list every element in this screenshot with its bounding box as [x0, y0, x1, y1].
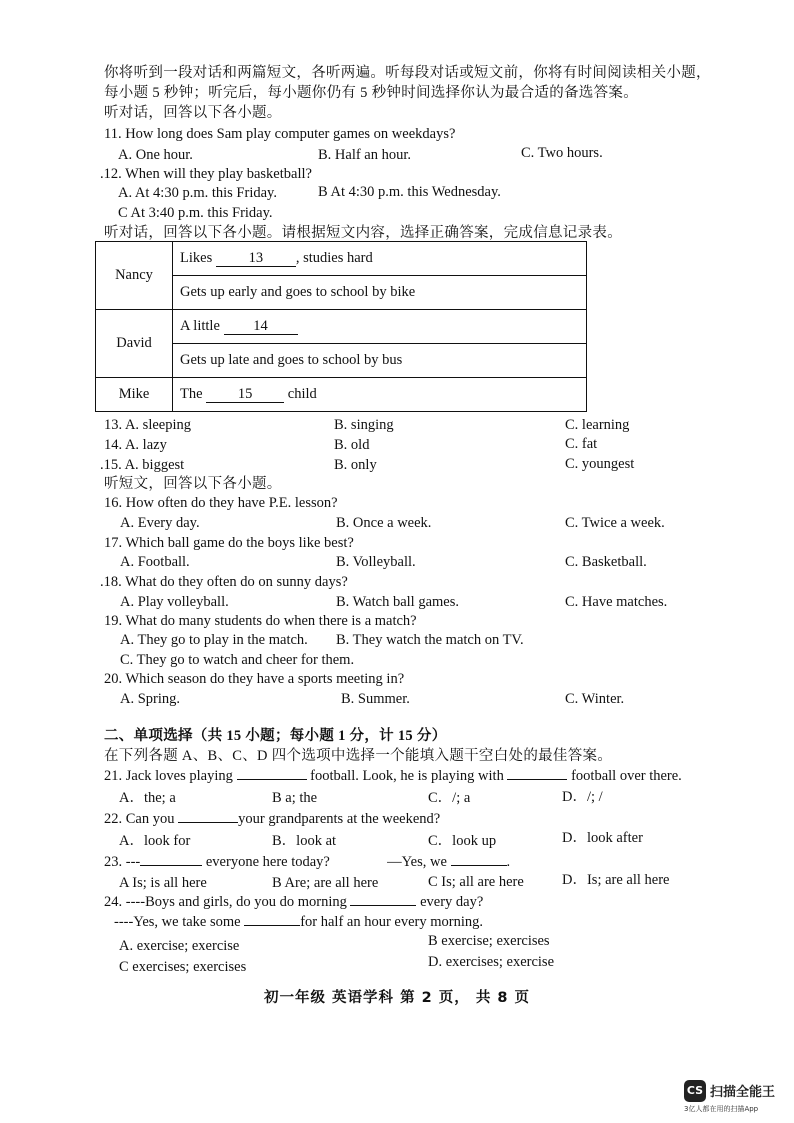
section-2-title: 二、单项选择（共 15 小题；每小题 1 分，计 15 分） [104, 728, 447, 744]
camscanner-logo-icon: CS [684, 1080, 706, 1102]
q23-stem: 23. --- everyone here today? —Yes, we . [104, 854, 511, 870]
q21-option-b: B a; the [272, 790, 318, 806]
q20-option-c: C. Winter. [565, 691, 625, 707]
q22-option-d: D．look after [562, 830, 643, 846]
q18-option-a: A. Play volleyball. [120, 594, 229, 610]
blank-13[interactable]: 13 [216, 250, 296, 267]
q12-option-a: A. At 4:30 p.m. this Friday. [118, 185, 277, 201]
info-record-table [95, 241, 587, 412]
q19-stem: 19. What do many students do when there is a match? [104, 613, 417, 629]
q24-option-d: D. exercises; exercise [428, 954, 555, 970]
q12-stem: .12. When will they play basketball? [100, 166, 312, 182]
q24-blank-2[interactable] [244, 925, 300, 926]
q16-stem: 16. How often do they have P.E. lesson? [104, 495, 338, 511]
q21-option-c: C．/; a [428, 790, 471, 806]
q21-stem: 21. Jack loves playing football. Look, he is playing with football over there. [104, 768, 682, 784]
q12-option-b: B At 4:30 p.m. this Wednesday. [318, 184, 501, 200]
q17-option-c: C. Basketball. [565, 554, 647, 570]
q19-option-b: B. They watch the match on TV. [336, 632, 524, 648]
passage-intro: 听短文，回答以下各小题。 [104, 476, 282, 492]
q15-option-c: C. youngest [565, 456, 635, 472]
nancy-studies-label: , studies hard [295, 250, 373, 266]
q21-blank-2[interactable] [507, 779, 567, 780]
q13-option-a: 13. A. sleeping [104, 417, 191, 433]
q15-option-a: .15. A. biggest [100, 457, 185, 473]
q23-option-b: B Are; are all here [272, 875, 379, 891]
q16-option-c: C. Twice a week. [565, 515, 665, 531]
scanner-watermark [684, 1078, 784, 1114]
q24-reply: ----Yes, we take some for half an hour every morning. [114, 914, 484, 930]
q20-stem: 20. Which season do they have a sports meeting in? [104, 671, 405, 687]
q20-option-b: B. Summer. [341, 691, 410, 707]
q19-option-a: A. They go to play in the match. [120, 632, 308, 648]
q11-option-b: B. Half an hour. [318, 147, 412, 163]
q18-stem: .18. What do they often do on sunny days? [100, 574, 348, 590]
q17-stem: 17. Which ball game do the boys like best? [104, 535, 354, 551]
q23-blank-2[interactable] [451, 865, 507, 866]
q18-option-b: B. Watch ball games. [336, 594, 459, 610]
q15-option-b: B. only [334, 457, 377, 473]
q13-option-c: C. learning [565, 417, 630, 433]
nancy-likes-label: Likes [180, 250, 213, 266]
q22-option-a: A．look for [119, 833, 191, 849]
blank-15[interactable]: 15 [206, 386, 284, 403]
page-footer: 初一年级 英语学科 第 2 页， 共 8 页 [263, 990, 530, 1006]
intro-line-3: 听对话，回答以下各小题。 [104, 105, 282, 121]
mike-row-1 [173, 378, 587, 412]
intro-line-2: 每小题 5 秒钟；听完后，每小题你仍有 5 秒钟时间选择你认为最合适的备选答案。 [104, 85, 638, 101]
nancy-row-2: Gets up early and goes to school by bike [173, 276, 587, 310]
q14-option-c: C. fat [565, 436, 598, 452]
q13-option-b: B. singing [334, 417, 394, 433]
q23-blank-1[interactable] [140, 865, 202, 866]
david-row-1 [173, 310, 587, 344]
q21-blank-1[interactable] [237, 779, 307, 780]
q24-blank-1[interactable] [350, 905, 416, 906]
nancy-row-1 [173, 242, 587, 276]
q22-option-b: B．look at [272, 833, 337, 849]
q16-option-a: A. Every day. [120, 515, 200, 531]
name-mike: Mike [96, 378, 173, 412]
q21-option-d: D．/; / [562, 789, 603, 805]
q14-option-a: 14. A. lazy [104, 437, 167, 453]
q11-stem: 11. How long does Sam play computer games on weekdays? [104, 126, 456, 142]
table-intro: 听对话，回答以下各小题。请根据短文内容，选择正确答案，完成信息记录表。 [104, 225, 622, 241]
intro-line-1: 你将听到一段对话和两篇短文，各听两遍。听每段对话或短文前，你将有时间阅读相关小题， [104, 65, 711, 81]
name-nancy: Nancy [96, 242, 173, 310]
q24-stem: 24. ----Boys and girls, do you do morning every day? [104, 894, 484, 910]
q14-option-b: B. old [334, 437, 370, 453]
q23-option-c: C Is; all are here [428, 874, 524, 890]
q11-option-a: A. One hour. [118, 147, 193, 163]
q20-option-a: A. Spring. [120, 691, 181, 707]
q11-option-c: C. Two hours. [521, 145, 603, 161]
q12-option-c: C At 3:40 p.m. this Friday. [118, 205, 273, 221]
q17-option-b: B. Volleyball. [336, 554, 416, 570]
watermark-app-name: 扫描全能王 [710, 1085, 776, 1100]
section-2-instructions: 在下列各题 A、B、C、D 四个选项中选择一个能填入题干空白处的最佳答案。 [104, 748, 613, 764]
q22-blank[interactable] [178, 822, 238, 823]
q19-option-c: C. They go to watch and cheer for them. [120, 652, 355, 668]
q24-option-a: A. exercise; exercise [119, 938, 240, 954]
blank-14[interactable]: 14 [224, 318, 298, 335]
q18-option-c: C. Have matches. [565, 594, 668, 610]
q17-option-a: A. Football. [120, 554, 190, 570]
david-row-2: Gets up late and goes to school by bus [173, 344, 587, 378]
q23-option-d: D．Is; are all here [562, 872, 670, 888]
q24-option-c: C exercises; exercises [119, 959, 247, 975]
q22-stem: 22. Can you your grandparents at the weekend? [104, 811, 441, 827]
q23-option-a: A Is; is all here [119, 875, 207, 891]
q16-option-b: B. Once a week. [336, 515, 432, 531]
q22-option-c: C．look up [428, 833, 497, 849]
q21-option-a: A．the; a [119, 790, 176, 806]
name-david: David [96, 310, 173, 378]
mike-child-label: child [287, 386, 317, 402]
watermark-tagline: 3亿人都在用的扫描App [684, 1105, 759, 1113]
mike-the-label: The [180, 386, 203, 402]
david-little-label: A little [180, 318, 220, 334]
q24-option-b: B exercise; exercises [428, 933, 550, 949]
